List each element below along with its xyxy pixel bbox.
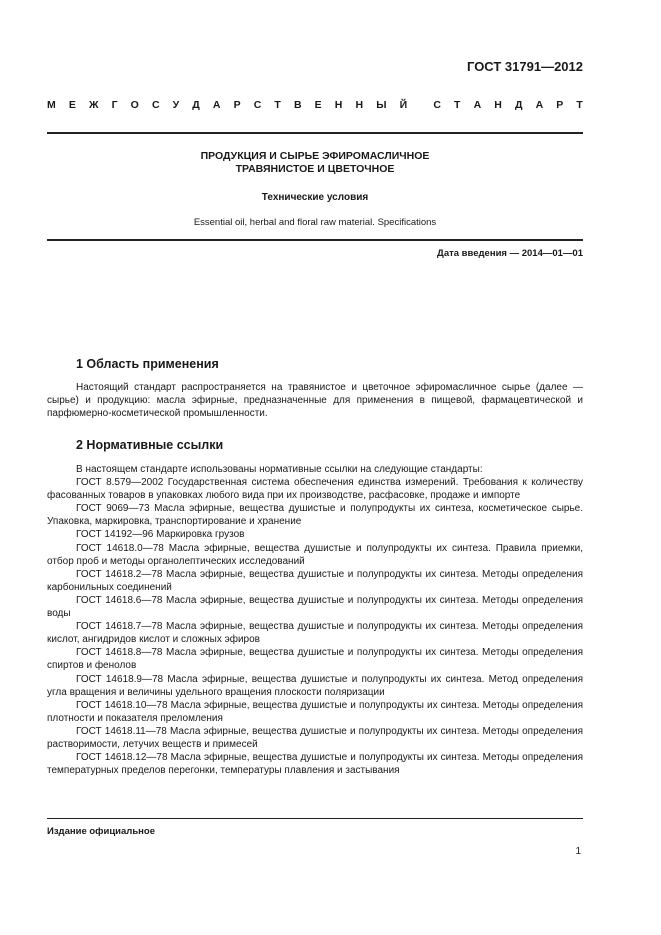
paragraph: ГОСТ 14618.9—78 Масла эфирные, вещества душистые и полупродукты их синтеза. Метод определения угла вращения и величины удельного вращения плоскости поляризации <box>47 673 583 698</box>
banner-letter: Ж <box>88 99 99 111</box>
section-1-heading: 1 Область применения <box>76 357 219 371</box>
official-edition-note: Издание официальное <box>47 826 155 837</box>
document-subtitle: Технические условия <box>261 192 369 203</box>
banner-letter: Т <box>274 99 281 111</box>
paragraph: ГОСТ 14192—96 Маркировка грузов <box>76 529 245 541</box>
paragraph: ГОСТ 14618.0—78 Масла эфирные, вещества душистые и полупродукты их синтеза. Правила приемки, отбор проб и методы органолептических исследований <box>47 542 583 567</box>
banner-letter: Н <box>355 99 364 111</box>
banner-letter: С <box>151 99 160 111</box>
banner-letter: А <box>212 99 221 111</box>
header-divider <box>47 132 583 134</box>
banner-letter: Р <box>556 99 564 111</box>
paragraph: ГОСТ 14618.8—78 Масла эфирные, вещества душистые и полупродукты их синтеза. Методы определения спиртов и фенолов <box>47 647 583 672</box>
footer-divider <box>47 818 583 819</box>
banner-letter: Р <box>233 99 241 111</box>
banner-letter: Д <box>192 99 200 111</box>
interstate-standard-banner <box>47 99 583 111</box>
banner-letter: С <box>433 99 441 111</box>
paragraph: ГОСТ 14618.11—78 Масла эфирные, вещества душистые и полупродукты их синтеза. Методы определения растворимости, летучих веществ и примесей <box>47 725 583 750</box>
introduction-date: Дата введения — 2014—01—01 <box>437 248 583 259</box>
paragraph: В настоящем стандарте использованы нормативные ссылки на следующие стандарты: <box>76 464 483 475</box>
title-line-2: ТРАВЯНИСТОЕ И ЦВЕТОЧНОЕ <box>235 163 395 175</box>
paragraph: ГОСТ 14618.7—78 Масла эфирные, вещества душистые и полупродукты их синтеза. Методы определения кислот, ангидридов кислот и сложных эфиров <box>47 621 583 646</box>
paragraph: ГОСТ 8.579—2002 Государственная система обеспечения единства измерений. Требования к количеству фасованных товаров в упаковках любого вида при их производстве, расфасовке, продаже и импорте <box>47 477 583 502</box>
banner-letter: А <box>473 99 482 111</box>
banner-letter: М <box>47 99 56 111</box>
paragraph: ГОСТ 14618.10—78 Масла эфирные, вещества душистые и полупродукты их синтеза. Методы определения плотности и показателя преломления <box>47 699 583 724</box>
paragraph: ГОСТ 14618.12—78 Масла эфирные, вещества душистые и полупродукты их синтеза. Методы определения температурных пределов перегонки, температуры плавления и застывания <box>47 752 583 777</box>
paragraph: ГОСТ 14618.2—78 Масла эфирные, вещества душистые и полупродукты их синтеза. Методы определения карбонильных соединений <box>47 568 583 593</box>
banner-letter: Е <box>68 99 76 111</box>
standard-number: ГОСТ 31791—2012 <box>467 59 583 74</box>
banner-letter: Д <box>514 99 523 111</box>
banner-letter: Й <box>399 99 408 111</box>
banner-letter: О <box>130 99 139 111</box>
paragraph: ГОСТ 14618.6—78 Масла эфирные, вещества душистые и полупродукты их синтеза. Методы определения воды <box>47 594 583 620</box>
banner-letter: У <box>172 99 180 111</box>
banner-letter: Т <box>454 99 461 111</box>
english-title: Essential oil, herbal and floral raw material. Specifications <box>193 217 437 228</box>
banner-letter: А <box>535 99 544 111</box>
banner-letter: Г <box>111 99 118 111</box>
title-divider <box>47 239 583 241</box>
title-line-1: ПРОДУКЦИЯ И СЫРЬЕ ЭФИРОМАСЛИЧНОЕ <box>200 150 430 162</box>
banner-letter: Е <box>314 99 322 111</box>
paragraph: ГОСТ 9069—73 Масла эфирные, вещества душистые и полупродукты их синтеза, косметическое сырье. Упаковка, маркировка, транспортирование и хранение <box>47 503 583 528</box>
page-number: 1 <box>575 846 581 857</box>
document-title <box>47 150 583 176</box>
banner-letter: Ы <box>376 99 387 111</box>
banner-letter: Н <box>334 99 343 111</box>
banner-letter: Т <box>576 99 583 111</box>
banner-letter: С <box>253 99 262 111</box>
banner-letter: Н <box>494 99 502 111</box>
section-2-heading: 2 Нормативные ссылки <box>76 438 224 452</box>
section-2-body <box>47 463 583 777</box>
banner-letter: В <box>293 99 302 111</box>
paragraph: Настоящий стандарт распространяется на травянистое и цветочное эфиромасличное сырье (далее — сырье) и продукцию: масла эфирные, предназначенные для применения в пищевой, фармацевтической и парфюмерно-косметической промышленности. <box>47 382 583 420</box>
section-1-body <box>47 381 583 420</box>
